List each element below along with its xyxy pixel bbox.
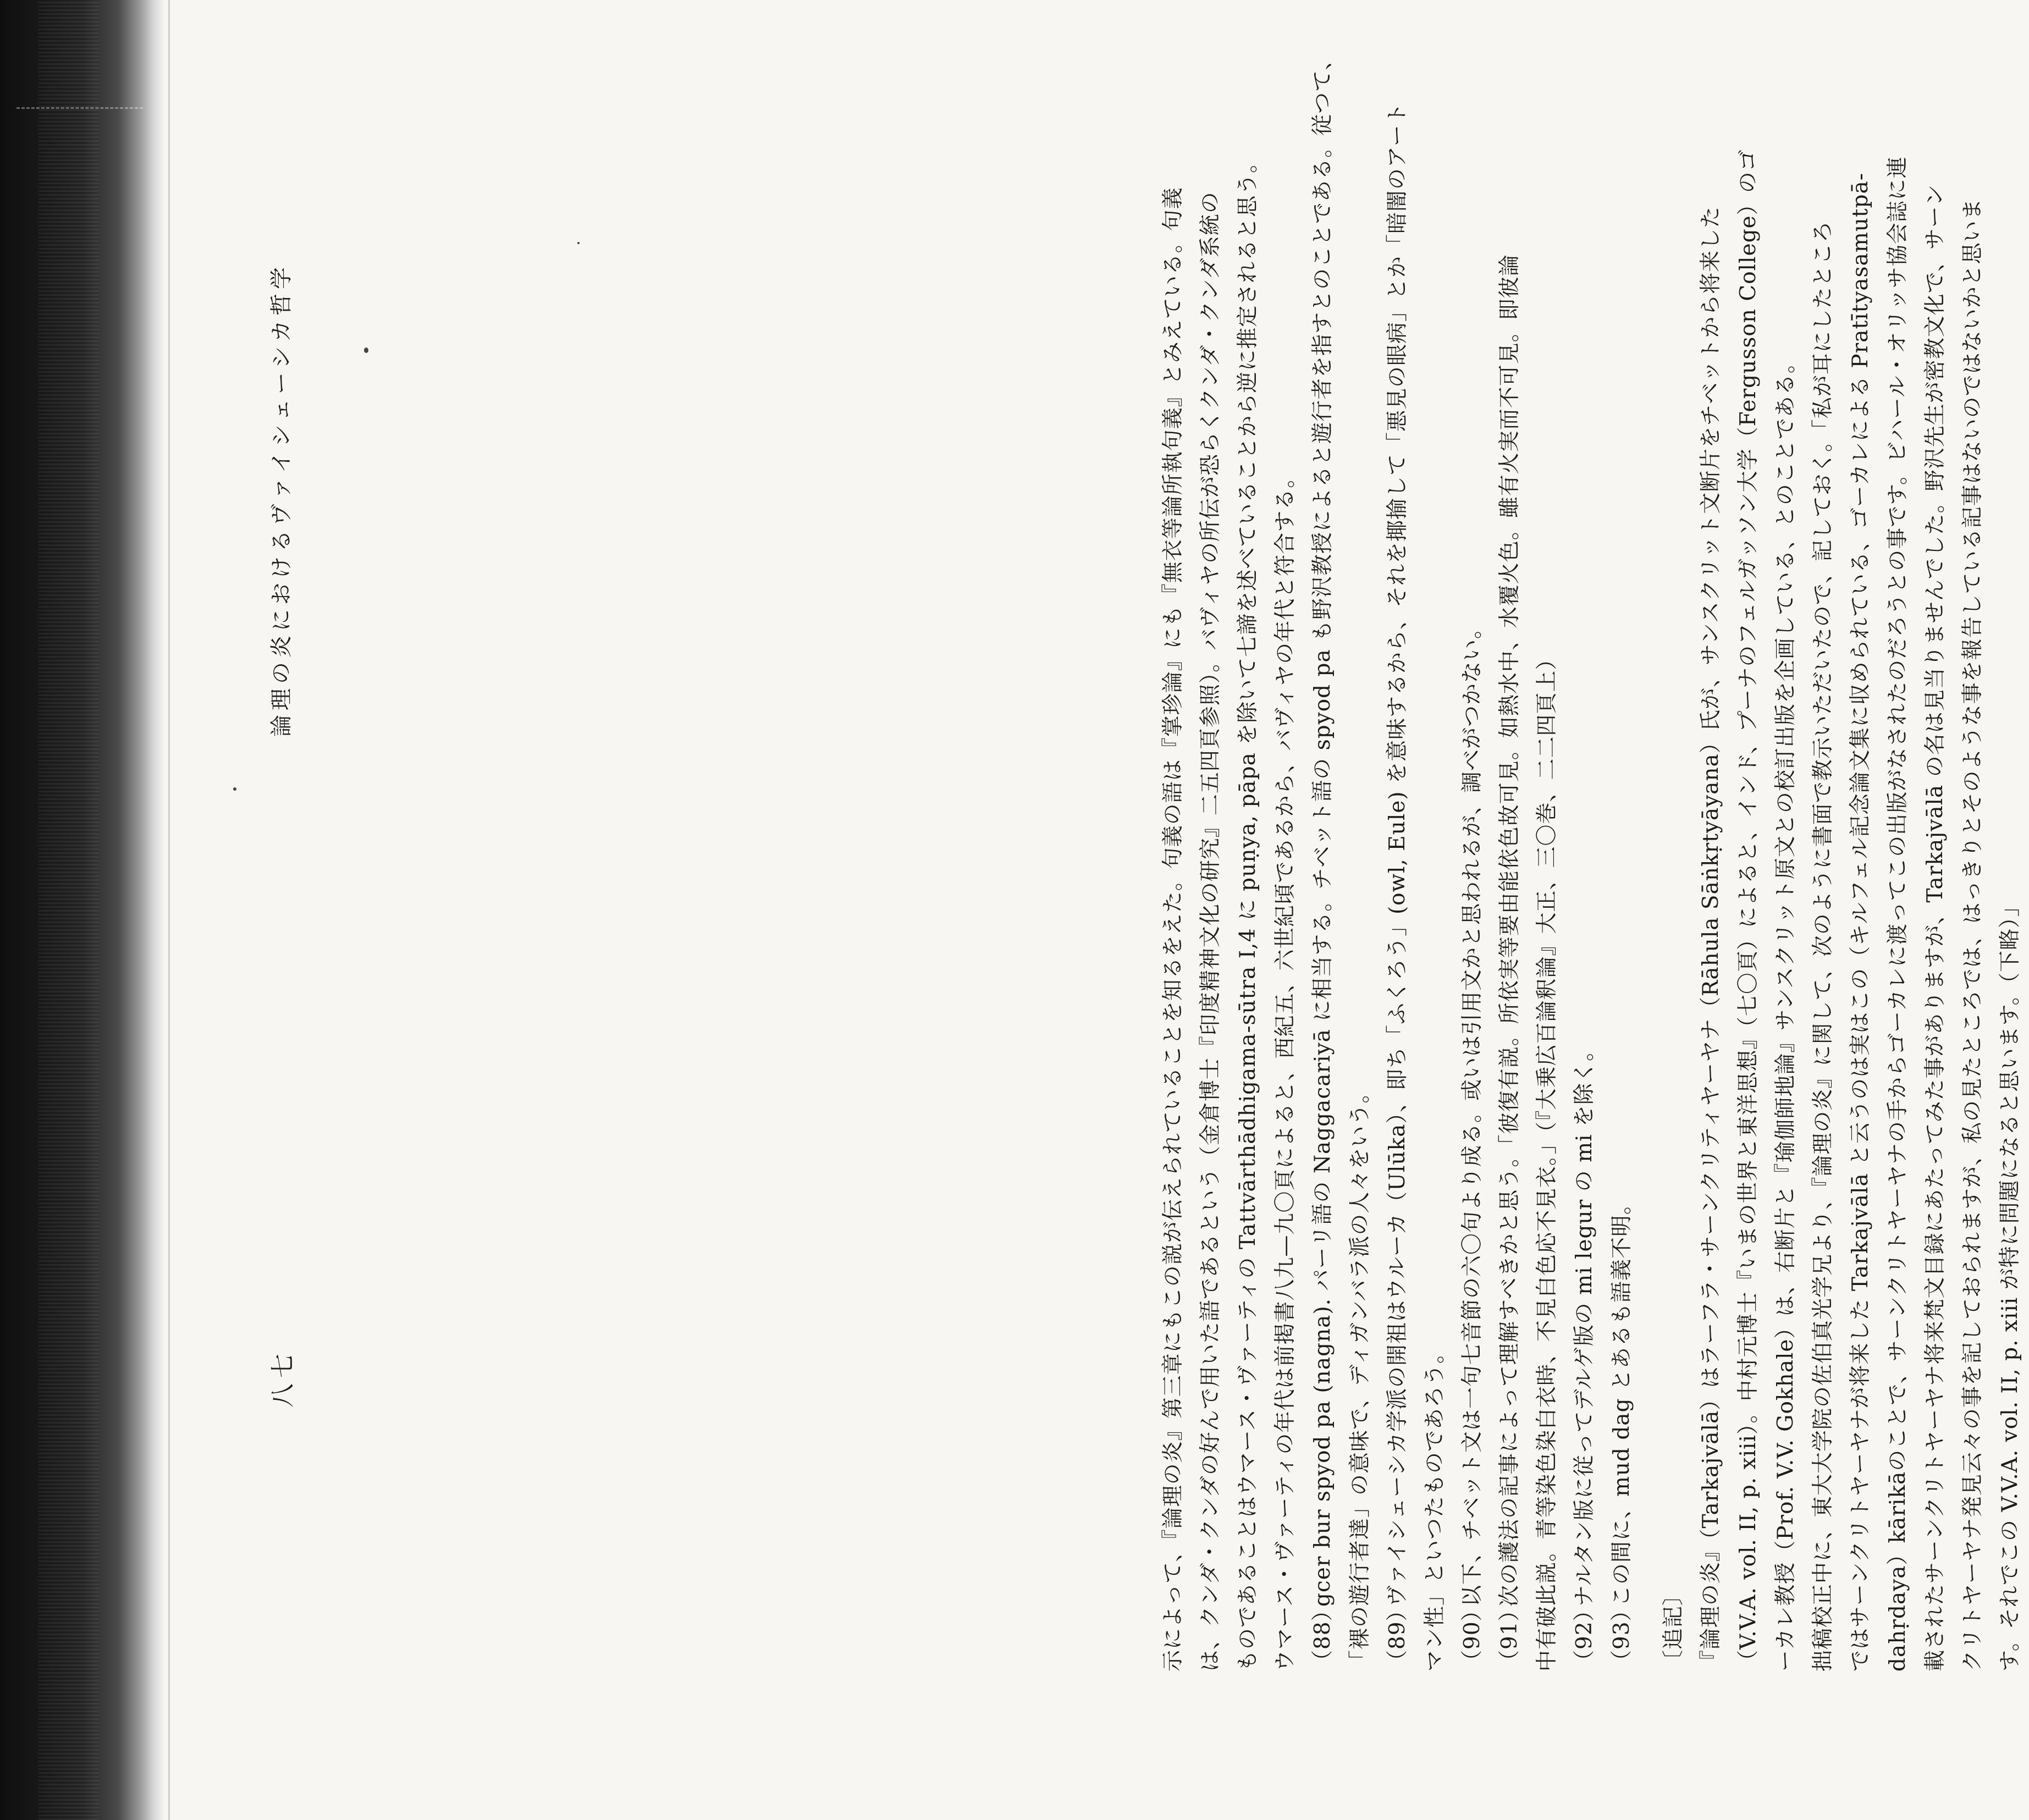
note-number: （92） <box>1572 1599 1597 1672</box>
text-line: 中有破此説。青等染色染白衣時、不見白色応不見衣。」（『大乗広百論釈論』大正、三〇巻、二二四頁上） <box>1535 648 1559 1672</box>
text-line: ものであることはウマース・ヴァーティの Tattvārthādhigama-sūtra I,4 に puṇya, pāpa を除いて七諦を述べていることから逆に推定されると思う。 <box>1236 151 1260 1672</box>
note-text: 次の護法の記事によって理解すべきかと思う。「彼復有説。所依実等要由能依色故可見。如熱水中、水覆火色。雖有火実而不可見。即彼論 <box>1497 254 1522 1607</box>
text-line: マン性」といつたものであろう。 <box>1422 1341 1447 1672</box>
text-line: （V.V.A. vol. II, p. xiii）。中村元博士『いまの世界と東洋思想』（七〇頁）によると、インド、プーナのフェルガッソン大学（Fergusson College）のゴ <box>1736 149 1761 1672</box>
note-text: 以下、チベット文は一句七音節の六〇句より成る。或いは引用文かと思われるが、調べがつかない。 <box>1460 616 1485 1607</box>
text-line: ウマース・ヴァーティの年代は前掲書八九—九〇頁によると、西紀五、六世紀頃であるから、バヴィヤの年代と符合する。 <box>1273 466 1298 1672</box>
note-number: （90） <box>1460 1599 1485 1672</box>
postscript-heading: 〔追記〕 <box>1661 1583 1686 1672</box>
note-text: ヴァイシェーシカ学派の開祖はウルーカ（Ulūka）、即ち「ふくろう」(owl, Eule) を意味するから、それを揶揄して「悪見の眼病」とか「暗闇のアート <box>1385 102 1410 1607</box>
text-line <box>1491 253 1529 1672</box>
text-line: クリトヤーヤナ発見云々の事を記しておられますが、私の見たところでは、はっきりとそのような事を報告している記事はないのではないかと思いま <box>1960 198 1985 1672</box>
text-line: 載されたサーンクリトヤーヤナ将来梵文目録にあたってみた事がありますが、Tarkajvālā の名は見当りませんでした。野沢先生が密教文化で、サーン <box>1923 184 1948 1672</box>
note-number: （89） <box>1385 1599 1410 1672</box>
text-line <box>1603 253 1641 1672</box>
note-92 <box>1566 253 1603 1672</box>
page-edge <box>168 0 170 1820</box>
note-text: ナルタン版に従ってデルゲ版の mi legur の mi を除く。 <box>1572 1039 1597 1607</box>
text-line <box>1379 102 1416 1672</box>
text-line: 「裸の遊行者達」の意味で、ディガンバラ派の人々をいう。 <box>1348 1081 1372 1672</box>
note-text: この間に、mud dag とあるも語義不明。 <box>1609 1192 1634 1607</box>
scan-speck <box>577 242 580 244</box>
text-line: ではサーンクリトヤーヤナが将来した Tarkajvālā と云うのは実はこの（キルフェル記念論文集に収められている、ゴーカレによる Pratītyasamutpā- <box>1848 172 1873 1672</box>
page-number: 八七 <box>269 1348 297 1408</box>
text-line <box>1566 253 1603 1672</box>
note-text: gcer bur spyod pa (nagna). パーリ語の Naggacariyā に相当する。チベット語の spyod pa も野沢教授によると遊行者を指すとのことである。従つて、 <box>1310 48 1335 1607</box>
note-90 <box>1454 253 1491 1672</box>
text-line: 示によって、『論理の炎』第三章にもこの説が伝えられていることを知るをえた。句義の語は『掌珍論』にも『無衣等論所執句義』とみえている。句義 <box>1161 187 1186 1672</box>
note-89 <box>1379 102 1454 1672</box>
scan-speck <box>364 348 368 353</box>
running-title: 論理の炎におけるヴァイシェーシカ哲学 <box>269 263 294 737</box>
note-number: （93） <box>1609 1599 1634 1672</box>
text-line: 拙稿校正中に、東大大学院の佐伯真光学兄より、『論理の炎』に関して、次のように書面で教示いただいたので、記しておく。「私が耳にしたところ <box>1811 220 1835 1672</box>
note-93 <box>1603 253 1641 1672</box>
text-line: す。それでこの V.V.A. vol. II, p. xiii が特に問題になると思います。（下略）」 <box>1998 895 2022 1672</box>
text-line: dahṛdaya）kārikāのことで、サーンクリトヤーヤナの手からゴーカレに渡ってこの出版がなされたのだろうとの事です。ビハール・オリッサ協会誌に連 <box>1885 156 1910 1672</box>
text-line <box>1454 253 1491 1672</box>
note-continuation <box>1155 151 1304 1672</box>
text-line: ーカレ教授（Prof. V.V. Gokhale）は、右断片と『瑜伽師地論』サンスクリット原文との校訂出版を企画している、とのことである。 <box>1773 351 1798 1672</box>
text-line: 『論理の炎』（Tarkajvālā）はラーフラ・サーンクリティヤーヤナ（Rāhula Sāṅkṛtyāyana）氏が、サンスクリット文断片をチベットから将来した <box>1699 206 1723 1672</box>
note-number: （91） <box>1497 1599 1522 1672</box>
postscript <box>1655 149 2029 1672</box>
text-line: は、クンダ・クンダの好んで用いた語であるという（金倉博士『印度精神文化の研究』二五四頁参照）。バヴィヤの所伝が恐らくクンダ・クンダ系統の <box>1198 191 1223 1672</box>
scan-speck <box>233 787 236 791</box>
note-88 <box>1304 48 1379 1672</box>
note-91 <box>1491 253 1566 1672</box>
notes-text-block <box>1155 48 2029 1672</box>
spine-mark <box>16 107 143 109</box>
spine-texture <box>38 0 99 1820</box>
text-line <box>1304 48 1342 1672</box>
note-number: （88） <box>1310 1599 1335 1672</box>
